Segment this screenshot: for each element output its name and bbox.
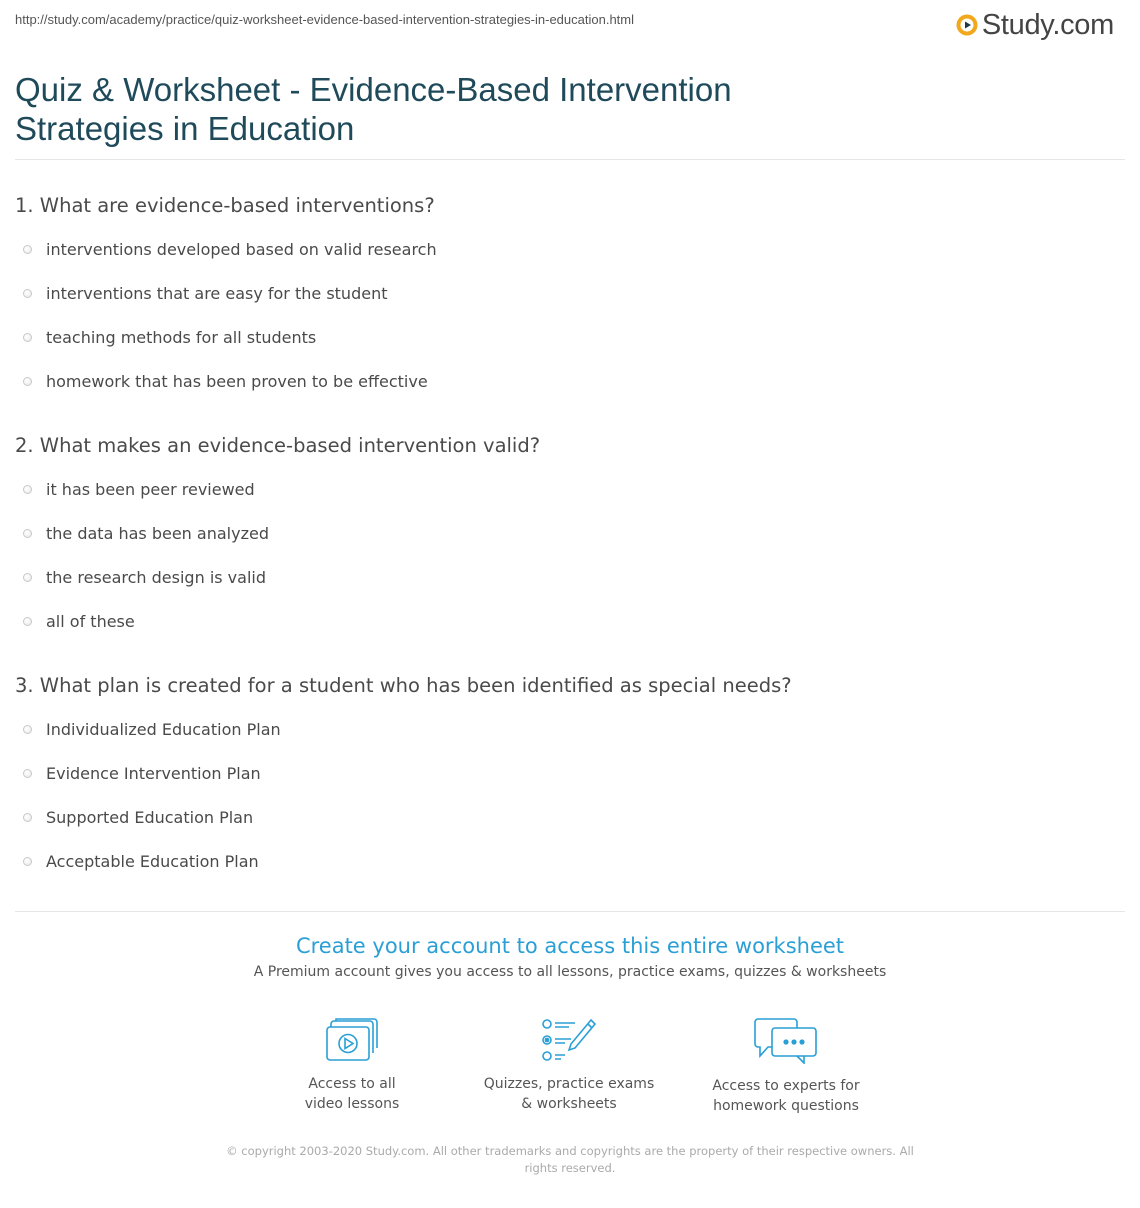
answer-option[interactable] bbox=[23, 370, 428, 392]
premium-description: A Premium account gives you access to all lessons, practice exams, quizzes & worksheets bbox=[253, 964, 887, 980]
answer-option[interactable] bbox=[23, 850, 259, 872]
answer-option[interactable] bbox=[23, 762, 261, 784]
radio-button[interactable] bbox=[23, 529, 32, 538]
feature-label: Access to all video lessons bbox=[304, 1076, 400, 1112]
answer-option[interactable] bbox=[23, 522, 269, 544]
answer-option[interactable] bbox=[23, 610, 135, 632]
feature-label: Quizzes, practice exams & worksheets bbox=[483, 1076, 655, 1112]
answer-label: Acceptable Education Plan bbox=[46, 851, 259, 871]
radio-button[interactable] bbox=[23, 813, 32, 822]
answer-label: Evidence Intervention Plan bbox=[46, 763, 261, 783]
radio-button[interactable] bbox=[23, 857, 32, 866]
question-1: 1. What are evidence-based interventions? bbox=[15, 194, 435, 217]
divider bbox=[15, 159, 1125, 160]
answer-option[interactable] bbox=[23, 282, 387, 304]
answer-label: interventions that are easy for the student bbox=[46, 283, 388, 303]
answer-label: the data has been analyzed bbox=[46, 523, 269, 543]
answer-option[interactable] bbox=[23, 238, 437, 260]
study-logo[interactable] bbox=[956, 8, 1114, 42]
answer-label: the research design is valid bbox=[46, 567, 266, 587]
divider bbox=[15, 911, 1125, 912]
feature-experts bbox=[676, 1018, 896, 1116]
answer-option[interactable] bbox=[23, 566, 266, 588]
answer-label: it has been peer reviewed bbox=[46, 479, 255, 499]
answer-label: interventions developed based on valid research bbox=[46, 239, 437, 259]
radio-button[interactable] bbox=[23, 617, 32, 626]
radio-button[interactable] bbox=[23, 725, 32, 734]
radio-button[interactable] bbox=[23, 377, 32, 386]
answer-label: Individualized Education Plan bbox=[46, 719, 281, 739]
radio-button[interactable] bbox=[23, 289, 32, 298]
radio-button[interactable] bbox=[23, 769, 32, 778]
answer-option[interactable] bbox=[23, 806, 253, 828]
radio-button[interactable] bbox=[23, 333, 32, 342]
page-title: Quiz & Worksheet - Evidence-Based Intervention Strategies in Education bbox=[15, 71, 732, 147]
answer-option[interactable] bbox=[23, 326, 316, 348]
answer-label: Supported Education Plan bbox=[46, 807, 254, 827]
quiz-checklist-icon bbox=[541, 1018, 597, 1062]
question-2: 2. What makes an evidence-based intervention valid? bbox=[15, 434, 541, 457]
copyright-notice: © copyright 2003-2020 Study.com. All other trademarks and copyrights are the property of their respective owners. All rights reserved. bbox=[226, 1144, 914, 1175]
feature-label: Access to experts for homework questions bbox=[712, 1078, 860, 1114]
answer-option[interactable] bbox=[23, 718, 281, 740]
answer-option[interactable] bbox=[23, 478, 255, 500]
chat-bubbles-icon bbox=[754, 1018, 818, 1064]
logo-text: Study.com bbox=[981, 8, 1114, 41]
answer-label: all of these bbox=[46, 611, 135, 631]
question-3: 3. What plan is created for a student who has been identified as special needs? bbox=[15, 674, 792, 697]
answer-label: homework that has been proven to be effective bbox=[46, 371, 428, 391]
feature-video-lessons bbox=[242, 1018, 462, 1114]
radio-button[interactable] bbox=[23, 485, 32, 494]
radio-button[interactable] bbox=[23, 573, 32, 582]
video-lessons-icon bbox=[326, 1018, 378, 1062]
play-circle-icon bbox=[956, 14, 978, 36]
radio-button[interactable] bbox=[23, 245, 32, 254]
answer-label: teaching methods for all students bbox=[46, 327, 317, 347]
page-url: http://study.com/academy/practice/quiz-worksheet-evidence-based-intervention-strategies-in-education.html bbox=[15, 12, 634, 27]
create-account-link[interactable]: Create your account to access this entire worksheet bbox=[295, 934, 845, 958]
feature-quizzes bbox=[459, 1018, 679, 1114]
